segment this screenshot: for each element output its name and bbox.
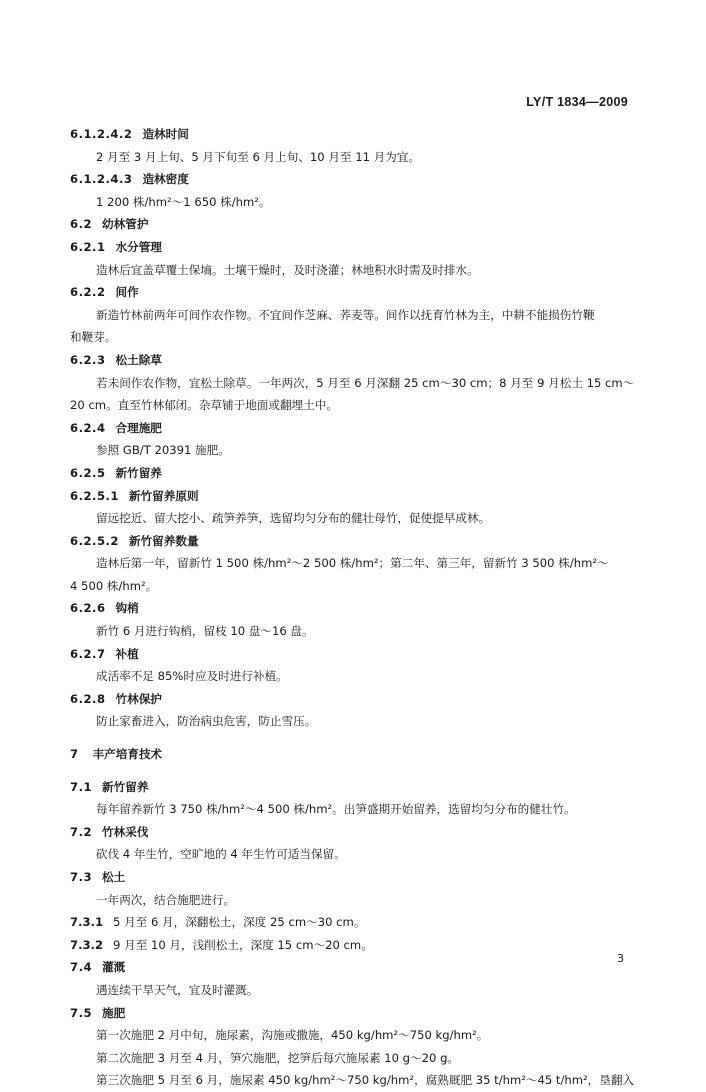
standard-code: LY/T 1834—2009 [526,95,628,109]
section-heading [70,643,630,666]
section-heading [70,1002,630,1025]
section-heading [70,530,630,553]
section-heading [70,485,630,508]
section-number: 6.2.2 [70,285,106,300]
section-heading [70,866,630,889]
paragraph-line: 20 cm。直至竹林郁闭。杂草铺于地面或翻埋土中。 [70,398,338,413]
section-number: 7 [70,747,79,762]
numbered-clause [70,934,630,957]
section-number: 6.2.6 [70,601,106,616]
paragraph-line: 1 200 株/hm²～1 650 株/hm²。 [96,194,271,209]
section-heading [70,168,630,191]
section-title: 竹林采伐 [102,824,149,839]
section-heading [70,236,630,259]
section-title: 造林密度 [142,172,189,187]
section-title: 松土 [102,870,126,884]
section-heading [70,462,630,485]
section-title: 松土除草 [115,352,162,367]
section-title: 补植 [115,646,139,661]
paragraph-line: 和鞭芽。 [70,330,117,345]
clause-text: 5 月至 6 月，深翻松土，深度 25 cm～30 cm。 [113,915,366,930]
section-number: 7.2 [70,824,93,839]
section-number: 7.4 [70,960,93,975]
section-title: 造林时间 [142,127,189,141]
section-number: 6.2.8 [70,691,106,706]
section-number: 6.2 [70,217,93,232]
paragraph-line: 砍伐 4 年生竹，空旷地的 4 年生竹可适当保留。 [96,847,346,862]
section-number: 7.3.2 [70,937,104,952]
paragraph-line: 若未间作农作物，宜松土除草。一年两次，5 月至 6 月深翻 25 cm～30 cm；8 月至 9 月松土 15 cm～ [96,375,635,390]
chapter-heading [70,743,630,766]
paragraph-line: 参照 GB/T 20391 施肥。 [96,443,230,458]
paragraph-line: 第一次施肥 2 月中旬，施尿素，沟施或撒施，450 kg/hm²～750 kg/hm²。 [96,1028,489,1043]
section-title: 水分管理 [115,239,162,254]
section-title: 施肥 [102,1005,126,1020]
section-number: 6.2.5.1 [70,488,119,503]
section-number: 6.2.5 [70,465,106,480]
paragraph-line: 第二次施肥 3 月至 4 月，笋穴施肥，挖笋后每穴施尿素 10 g～20 g。 [96,1050,460,1065]
section-number: 6.1.2.4.3 [70,172,133,187]
paragraph-line: 防止家畜进入，防治病虫危害，防止雪压。 [96,714,317,729]
paragraph-line: 一年两次，结合施肥进行。 [96,892,236,907]
section-title: 间作 [115,285,139,300]
section-heading [70,776,630,799]
section-number: 7.3 [70,870,93,884]
paragraph-line: 4 500 株/hm²。 [70,578,158,593]
section-title: 幼林管护 [102,217,149,232]
paragraph-line: 留远挖近、留大挖小、疏笋养笋，选留均匀分布的健壮母竹，促使提早成林。 [96,511,491,526]
paragraph-line: 每年留养新竹 3 750 株/hm²～4 500 株/hm²。出笋盛期开始留养，选留均匀分布的健壮竹。 [96,802,576,817]
section-title: 钩梢 [115,601,139,616]
section-number: 7.3.1 [70,915,104,930]
section-title: 竹林保护 [115,691,162,706]
section-title: 灌溉 [102,960,126,975]
section-heading [70,349,630,372]
paragraph-line: 2 月至 3 月上旬、5 月下旬至 6 月上旬、10 月至 11 月为宜。 [96,149,421,164]
section-heading [70,281,630,304]
section-heading [70,123,630,146]
section-title: 合理施肥 [115,420,162,435]
clause-text: 9 月至 10 月，浅削松土，深度 15 cm～20 cm。 [113,937,373,952]
section-number: 6.2.4 [70,420,106,435]
document-body [70,123,635,1092]
paragraph-line: 成活率不足 85%时应及时进行补植。 [96,669,288,684]
section-heading [70,597,630,620]
paragraph-line: 第三次施肥 5 月至 6 月，施尿素 450 kg/hm²～750 kg/hm²，腐熟厩肥 35 t/hm²～45 t/hm²，垦翻入 [96,1073,635,1088]
section-title: 新竹留养 [115,465,162,480]
paragraph-line: 造林后第一年，留新竹 1 500 株/hm²～2 500 株/hm²；第二年、第三年，留新竹 3 500 株/hm²～ [96,556,609,571]
paragraph-line: 遇连续干旱天气，宜及时灌溉。 [96,982,259,997]
section-heading [70,213,630,236]
section-number: 6.2.7 [70,646,106,661]
section-number: 6.1.2.4.2 [70,127,133,141]
paragraph-line: 新造竹林前两年可间作农作物。不宜间作芝麻、荞麦等。间作以抚育竹林为主，中耕不能损伤竹鞭 [96,307,595,322]
section-heading [70,821,630,844]
section-heading [70,688,630,711]
section-number: 7.5 [70,1005,93,1020]
section-number: 6.2.1 [70,239,106,254]
section-number: 7.1 [70,779,93,794]
numbered-clause [70,911,630,934]
paragraph-line: 造林后宜盖草覆土保墒。土壤干燥时，及时浇灌；林地积水时需及时排水。 [96,262,479,277]
section-title: 新竹留养 [102,779,149,794]
section-number: 6.2.3 [70,352,106,367]
page-number: 3 [617,952,624,965]
section-title: 新竹留养数量 [128,533,199,548]
section-title: 丰产培育技术 [92,747,163,762]
paragraph-line: 新竹 6 月进行钩梢，留枝 10 盘～16 盘。 [96,624,314,639]
section-heading [70,956,630,979]
section-title: 新竹留养原则 [128,488,199,503]
section-number: 6.2.5.2 [70,533,119,548]
section-heading [70,417,630,440]
